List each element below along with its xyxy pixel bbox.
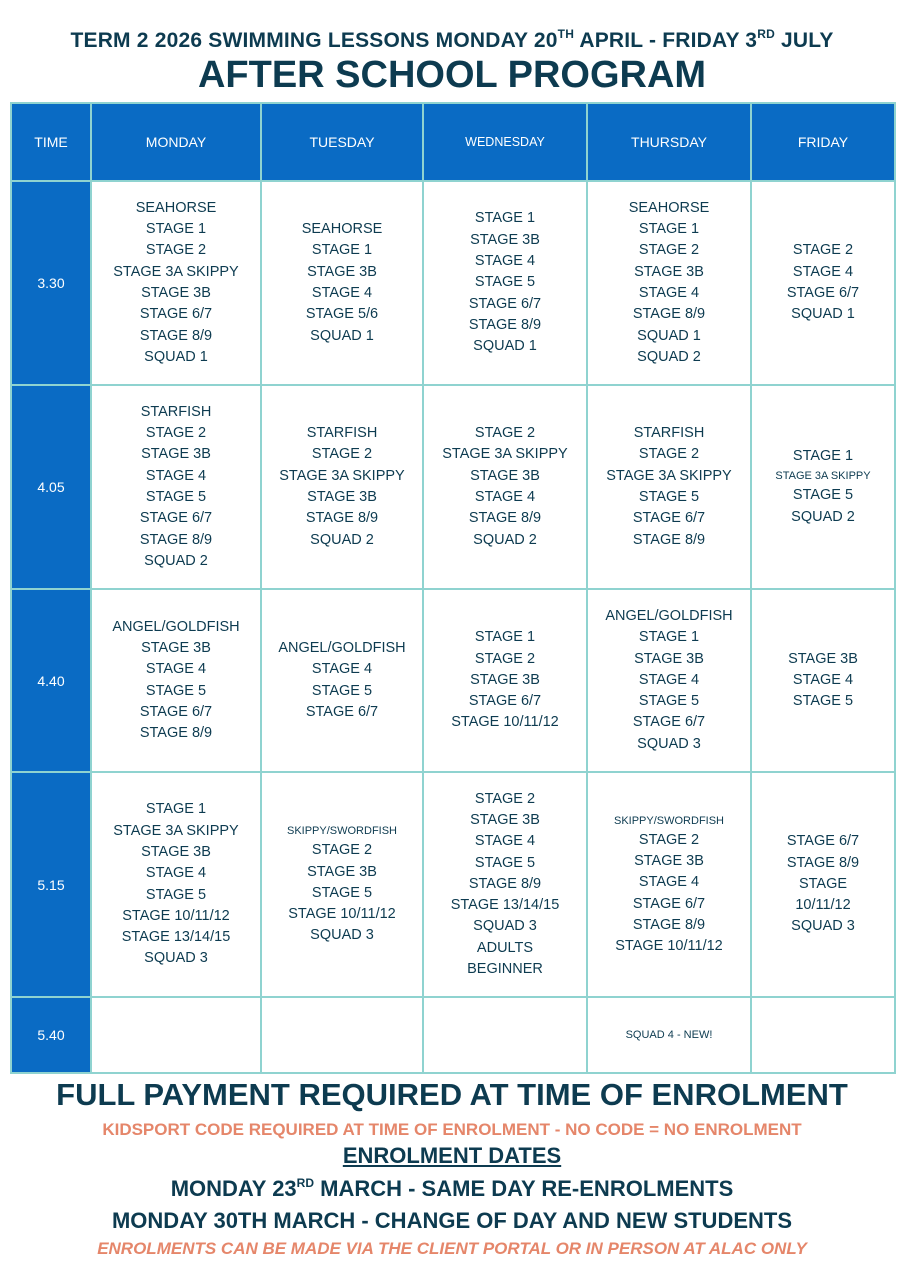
class-level: SQUAD 2 (473, 531, 537, 548)
class-level: SKIPPY/SWORDFISH (286, 825, 398, 838)
slot-wednesday (423, 589, 587, 772)
slot-wednesday (423, 997, 587, 1073)
class-level: STAGE 5 (792, 487, 854, 504)
class-level: SQUAD 2 (791, 508, 855, 525)
slot-wednesday (423, 772, 587, 997)
class-level: STAGE 8/9 (786, 854, 860, 871)
class-level: STAGE 3B (634, 650, 704, 667)
class-level: SQUAD 2 (637, 348, 701, 365)
slot-tuesday (261, 997, 423, 1073)
timetable-row (11, 385, 895, 589)
class-level: SEAHORSE (135, 199, 217, 216)
class-level: STAGE 2 (311, 842, 373, 859)
class-level: STAGE 5 (311, 884, 373, 901)
slot-wednesday (423, 385, 587, 589)
timetable-row (11, 997, 895, 1073)
class-level: STAGE 3B (307, 489, 377, 505)
class-level: STAGE 6/7 (468, 693, 542, 710)
class-level: STAGE 10/11/12 (288, 906, 396, 923)
slot-friday (751, 997, 895, 1073)
class-level: SQUAD 3 (310, 927, 374, 944)
slot-monday (91, 385, 261, 589)
time-slot-label: 3.30 (11, 181, 91, 385)
class-level: STAGE (798, 875, 848, 892)
class-level: STAGE 5 (474, 854, 536, 871)
enrolment-date-1-text-end: MARCH - SAME DAY RE-ENROLMENTS (314, 1176, 734, 1201)
class-level: STAGE 4 (474, 489, 536, 505)
class-level: STAGE 8/9 (632, 306, 706, 323)
class-level: SQUAD 3 (473, 918, 537, 935)
term-dates-sup-2: RD (757, 27, 775, 41)
time-slot-label: 5.15 (11, 772, 91, 997)
class-level: STAGE 3B (788, 650, 858, 667)
class-level: STAGE 2 (638, 446, 700, 463)
class-level: SQUAD 3 (637, 735, 701, 752)
time-slot-label: 5.40 (11, 997, 91, 1073)
class-level: SKIPPY/SWORDFISH (613, 814, 725, 827)
enrolment-date-1-sup: RD (296, 1176, 315, 1190)
class-level: STAGE 6/7 (305, 703, 379, 720)
class-level: SQUAD 1 (791, 306, 855, 323)
class-level: STAGE 2 (145, 425, 207, 442)
term-dates-text: TERM 2 2026 SWIMMING LESSONS MONDAY 20 (70, 29, 558, 52)
class-level: STAGE 3A SKIPPY (442, 446, 568, 463)
class-level: STAGE 8/9 (468, 875, 542, 892)
class-level: STAGE 3B (470, 231, 540, 248)
class-level: SQUAD 1 (473, 338, 537, 355)
class-level: STAGE 6/7 (139, 703, 213, 720)
class-level: STAGE 3A SKIPPY (279, 467, 405, 484)
class-level: ANGEL/GOLDFISH (112, 618, 240, 635)
slot-thursday (587, 181, 751, 385)
enrolment-portal-note: ENROLMENTS CAN BE MADE VIA THE CLIENT PORTAL OR IN PERSON AT ALAC ONLY (97, 1239, 807, 1258)
class-level: STARFISH (140, 403, 212, 420)
class-level: STAGE 8/9 (139, 725, 213, 742)
class-level: STAGE 2 (474, 425, 536, 442)
class-level: STAGE 3B (307, 263, 377, 280)
slot-monday (91, 589, 261, 772)
slot-thursday (587, 772, 751, 997)
day-header-wednesday: WEDNESDAY (423, 103, 587, 181)
class-level: STAGE 6/7 (139, 306, 213, 323)
class-level: STARFISH (306, 425, 378, 442)
class-level: STAGE 8/9 (468, 510, 542, 527)
day-header-monday: MONDAY (91, 103, 261, 181)
class-level: STAGE 5 (792, 693, 854, 710)
enrolment-dates-heading: ENROLMENT DATES (342, 1143, 562, 1168)
term-dates-sup-1: TH (557, 27, 575, 41)
class-level: STAGE 4 (638, 874, 700, 891)
class-level: SQUAD 2 (310, 531, 374, 548)
enrolment-date-reenrol (0, 1174, 904, 1204)
class-level: SQUAD 3 (144, 950, 208, 967)
class-level: STAGE 8/9 (139, 531, 213, 548)
class-level: SQUAD 1 (144, 348, 208, 365)
class-level: STAGE 4 (145, 865, 207, 882)
slot-tuesday (261, 589, 423, 772)
timetable-row (11, 181, 895, 385)
class-level: STAGE 8/9 (305, 510, 379, 527)
class-level: STAGE 2 (474, 650, 536, 667)
class-level: STAGE 4 (792, 671, 854, 688)
class-level: SQUAD 1 (310, 327, 374, 344)
class-level: STAGE 6/7 (468, 295, 542, 312)
lesson-timetable (10, 102, 896, 1074)
slot-tuesday (261, 385, 423, 589)
class-level: STAGE 2 (638, 831, 700, 848)
page-header (0, 26, 904, 96)
class-level: STAGE 10/11/12 (122, 907, 230, 924)
slot-friday (751, 772, 895, 997)
class-level: STAGE 3A SKIPPY (775, 470, 871, 483)
class-level: STAGE 2 (145, 242, 207, 259)
class-level: STAGE 6/7 (632, 714, 706, 731)
class-level: STAGE 3B (634, 263, 704, 280)
class-level: STAGE 1 (638, 629, 700, 646)
class-level: STAGE 4 (145, 661, 207, 678)
class-level: STAGE 13/14/15 (121, 929, 231, 946)
class-level: STAGE 8/9 (632, 531, 706, 548)
kidsport-notice: KIDSPORT CODE REQUIRED AT TIME OF ENROLMENT - NO CODE = NO ENROLMENT (102, 1120, 802, 1139)
class-level: STAGE 4 (792, 263, 854, 280)
class-level: ADULTS (476, 939, 534, 956)
class-level: STAGE 10/11/12 (451, 714, 559, 731)
class-level: STAGE 3A SKIPPY (113, 263, 239, 280)
day-header-friday: FRIDAY (751, 103, 895, 181)
class-level: STAGE 5 (638, 489, 700, 505)
time-column-header: TIME (11, 103, 91, 181)
class-level: STAGE 2 (474, 790, 536, 807)
class-level: STAGE 8/9 (468, 316, 542, 333)
class-level: STAGE 6/7 (786, 833, 860, 850)
class-level: STAGE 4 (638, 671, 700, 688)
class-level: STAGE 4 (311, 285, 373, 301)
slot-thursday (587, 589, 751, 772)
class-level: STAGE 3B (470, 467, 540, 484)
page-title: AFTER SCHOOL PROGRAM (197, 54, 707, 96)
class-level: SEAHORSE (628, 199, 710, 216)
class-level: STAGE 4 (311, 661, 373, 678)
payment-notice: FULL PAYMENT REQUIRED AT TIME OF ENROLMENT (56, 1077, 848, 1112)
class-level: STAGE 1 (792, 448, 854, 465)
class-level: STAGE 10/11/12 (615, 938, 723, 955)
slot-thursday (587, 385, 751, 589)
slot-monday (91, 997, 261, 1073)
timetable-header-row (11, 103, 895, 181)
class-level: STAGE 1 (145, 221, 207, 238)
class-level: SEAHORSE (301, 221, 383, 238)
class-level: STAGE 5 (474, 274, 536, 291)
class-level: STAGE 5 (145, 489, 207, 505)
day-header-thursday: THURSDAY (587, 103, 751, 181)
slot-wednesday (423, 181, 587, 385)
slot-monday (91, 181, 261, 385)
class-level: STAGE 5 (145, 682, 207, 699)
class-level: STAGE 8/9 (139, 327, 213, 344)
class-level: STAGE 5 (311, 682, 373, 699)
class-level: STAGE 3B (634, 852, 704, 869)
time-slot-label: 4.05 (11, 385, 91, 589)
slot-friday (751, 181, 895, 385)
class-level: STAGE 6/7 (632, 510, 706, 527)
class-level: STAGE 13/14/15 (450, 897, 560, 914)
class-level: BEGINNER (467, 961, 543, 978)
class-level: STAGE 3B (470, 811, 540, 828)
slot-tuesday (261, 772, 423, 997)
slot-friday (751, 385, 895, 589)
enrolment-date-1-text: MONDAY 23 (170, 1176, 297, 1201)
class-level: STAGE 1 (311, 242, 373, 259)
day-header-tuesday: TUESDAY (261, 103, 423, 181)
class-level: STAGE 3B (141, 285, 211, 301)
class-level: STAGE 1 (474, 210, 536, 227)
term-dates-heading (0, 26, 904, 56)
class-level: STAGE 5 (145, 886, 207, 903)
class-level: STAGE 5 (638, 693, 700, 710)
class-level: STAGE 6/7 (632, 895, 706, 912)
class-level: STAGE 2 (792, 242, 854, 259)
class-level: STAGE 3B (141, 639, 211, 656)
class-level: STAGE 4 (474, 253, 536, 270)
class-level: STAGE 3A SKIPPY (113, 822, 239, 839)
class-level: STAGE 4 (474, 833, 536, 850)
class-level: STAGE 1 (638, 221, 700, 238)
class-level: STAGE 3B (307, 863, 377, 880)
slot-monday (91, 772, 261, 997)
class-level: STAGE 2 (311, 446, 373, 463)
time-slot-label: 4.40 (11, 589, 91, 772)
slot-tuesday (261, 181, 423, 385)
timetable-row (11, 772, 895, 997)
timetable-row (11, 589, 895, 772)
class-level: STAGE 3B (141, 446, 211, 463)
class-level: STAGE 4 (145, 467, 207, 484)
class-level: STAGE 5/6 (305, 306, 379, 323)
class-level: STAGE 6/7 (786, 285, 860, 301)
class-level: STARFISH (633, 425, 705, 442)
class-level: 10/11/12 (795, 897, 851, 914)
term-dates-text-mid: APRIL - FRIDAY 3 (574, 29, 758, 52)
enrolment-date-new-students: MONDAY 30TH MARCH - CHANGE OF DAY AND NEW STUDENTS (111, 1208, 793, 1233)
slot-thursday (587, 997, 751, 1073)
class-level: STAGE 3B (470, 671, 540, 688)
class-level: STAGE 3B (141, 843, 211, 860)
class-level: SQUAD 4 - NEW! (625, 1029, 713, 1041)
term-dates-text-end: JULY (774, 29, 834, 52)
class-level: STAGE 8/9 (632, 916, 706, 933)
class-level: STAGE 4 (638, 285, 700, 301)
class-level: STAGE 3A SKIPPY (606, 467, 732, 484)
class-level: STAGE 6/7 (139, 510, 213, 527)
slot-friday (751, 589, 895, 772)
class-level: ANGEL/GOLDFISH (278, 639, 406, 656)
class-level: SQUAD 2 (144, 552, 208, 569)
class-level: SQUAD 1 (637, 327, 701, 344)
class-level: STAGE 1 (474, 629, 536, 646)
class-level: STAGE 1 (145, 801, 207, 818)
class-level: STAGE 2 (638, 242, 700, 259)
class-level: SQUAD 3 (791, 918, 855, 935)
class-level: ANGEL/GOLDFISH (605, 607, 733, 624)
